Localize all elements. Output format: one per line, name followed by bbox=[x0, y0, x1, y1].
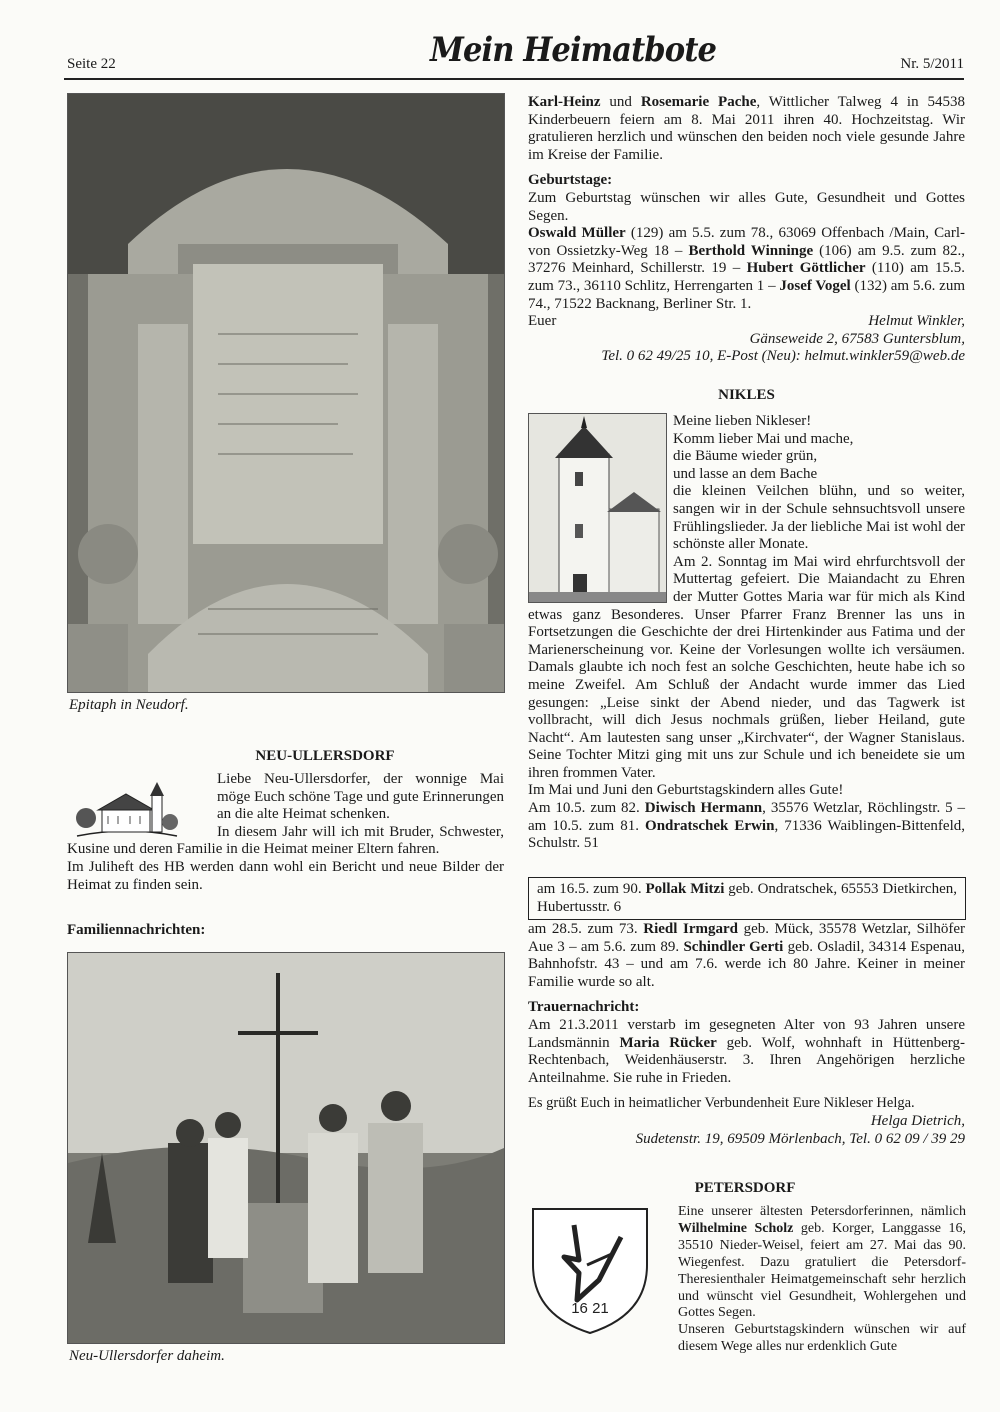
trauer-name: Maria Rücker bbox=[619, 1034, 717, 1051]
gruss-address: Sudetenstr. 19, 69509 Mörlenbach, Tel. 0 62 09 / 39 29 bbox=[635, 1130, 965, 1147]
issue-number: Nr. 5/2011 bbox=[900, 56, 964, 72]
petersdorf-pre: Eine unserer ältesten Petersdorferinnen, nämlich bbox=[678, 1204, 966, 1219]
poem-line-2: Komm lieber Mai und mache, bbox=[673, 430, 854, 447]
pache-and: und bbox=[609, 94, 632, 110]
right-column-bottom bbox=[528, 921, 965, 1148]
petersdorf-text bbox=[678, 1204, 966, 1356]
page-number: Seite 22 bbox=[67, 56, 116, 72]
nikles-birthday-rest-2: , 71336 Waiblingen-Bittenfeld, Schulstr. 51 bbox=[528, 817, 965, 852]
epitaph-illustration bbox=[68, 94, 504, 692]
nikles-birthdays bbox=[528, 800, 965, 853]
geburtstage-intro: Zum Geburtstag wünschen wir alles Gute, Gesundheit und Gottes Segen. bbox=[528, 189, 965, 224]
neu-paragraph-3: Im Juliheft des HB werden dann wohl ein Bericht und neue Bilder der Heimat zu finden sein. bbox=[67, 858, 504, 893]
birthday-name-3: Hubert Göttlicher bbox=[746, 260, 866, 277]
signature-name: Helmut Winkler, bbox=[868, 313, 965, 330]
signature-address: Gänseweide 2, 67583 Guntersblum, bbox=[749, 330, 965, 347]
petersdorf-name: Wilhelmine Scholz bbox=[678, 1220, 794, 1236]
neu-paragraph-1: Liebe Neu-Ullersdorfer, der wonnige Mai möge Euch schöne Tage und gute Erinnerungen an die alte Heimat schenken. bbox=[217, 771, 504, 823]
nikles-paragraph-3: Im Mai und Juni den Geburtstagskindern alles Gute! bbox=[528, 782, 844, 799]
signature-tel: Tel. 0 62 49/25 10, E-Post (Neu): helmut.winkler59@web.de bbox=[601, 348, 965, 365]
trauer-text bbox=[528, 1017, 965, 1087]
pache-name-1: Karl-Heinz bbox=[528, 94, 601, 110]
nikles-birthday-rest-1: , 35576 Wetzlar, Röchlingstr. 5 – am 10.5. zum 81. bbox=[528, 800, 966, 834]
neu-ullersdorf-title: NEU-ULLERSDORF bbox=[255, 748, 395, 764]
petersdorf-rest: geb. Korger, Langgasse 16, 35510 Nieder-Weisel, feiert am 27. Mai das 90. Wiegenfest. Dazu gratuliert die Petersdorf-Theresienthaler Heimatgemeinschaft sehr herzlich und wünscht viel Gesundheit, Wohlergehen und Gottes Segen. bbox=[678, 1220, 966, 1321]
birthday-name-riedl: Riedl Irmgard bbox=[643, 921, 738, 937]
geburtstage-title: Geburtstage: bbox=[528, 172, 613, 189]
right-column-top bbox=[528, 94, 965, 366]
neu-ullersdorf-text bbox=[67, 771, 504, 894]
boxed-birthday-pre: am 16.5. zum 90. bbox=[537, 881, 646, 897]
cross-illustration bbox=[68, 953, 504, 1343]
petersdorf-shield bbox=[529, 1205, 651, 1337]
nikles-birthday-text-1: Am 10.5. zum 82. bbox=[528, 800, 645, 817]
trauer-title: Trauernachricht: bbox=[528, 999, 640, 1016]
cross-caption: Neu-Ullersdorfer daheim. bbox=[69, 1348, 225, 1364]
birthday-text-4: (132) am 5.6. zum 74., 71522 Backnang, Berliner Str. 1. bbox=[528, 277, 965, 312]
pache-name-2: Rosemarie Pache bbox=[640, 94, 757, 110]
poem-line-1: Meine lieben Nikleser! bbox=[673, 413, 812, 429]
gruss-signature: Helga Dietrich, bbox=[870, 1112, 965, 1129]
nikles-paragraph-1: die kleinen Veilchen blühn, und so weiter, sangen wir in der Schule sehnsuchtsvoll unsere Frühlingslieder. Ja der liebliche Mai ist wohl der schönste aller Monate. bbox=[673, 483, 965, 553]
familien-title: Familiennachrichten: bbox=[67, 922, 206, 938]
more-birthdays bbox=[528, 921, 965, 991]
birthday-text-3: (110) am 15.5. zum 73., 36110 Schlitz, Herrengarten 1 – bbox=[528, 260, 965, 294]
birthday-pre-3: am 28.5. zum 73. bbox=[528, 921, 644, 937]
birthday-rest-4: geb. Osladil, 34314 Espenau, Bahnhofstr. 43 – und am 7.6. werde ich 80 Jahre. Keiner in meiner Familie wurde so alt. bbox=[528, 938, 965, 990]
epitaph-photo bbox=[67, 93, 505, 693]
nikles-title: NIKLES bbox=[718, 387, 775, 403]
nikles-birthday-name-2: Ondratschek Erwin bbox=[645, 817, 775, 834]
cross-photo bbox=[67, 952, 505, 1344]
birthday-name-4: Josef Vogel bbox=[779, 277, 851, 294]
poem-line-3: die Bäume wieder grün, bbox=[673, 448, 818, 465]
petersdorf-title: PETERSDORF bbox=[694, 1180, 796, 1196]
boxed-birthday-name: Pollak Mitzi bbox=[645, 881, 725, 897]
masthead-logo: Mein Heimatbote bbox=[430, 30, 717, 70]
petersdorf-paragraph-2: Unseren Geburtstagskindern wünschen wir auf diesem Wege alles nur erdenklich Gute bbox=[678, 1322, 966, 1355]
signature-line bbox=[528, 313, 965, 331]
euer-label: Euer bbox=[528, 313, 557, 330]
pache-paragraph bbox=[528, 94, 965, 164]
birthday-name-schindler: Schindler Gerti bbox=[683, 938, 784, 955]
birthday-name-2: Berthold Winninge bbox=[688, 242, 814, 259]
pache-text: , Wittlicher Talweg 4 in 54538 Kinderbeuern feiern am 8. Mai 2011 ihren 40. Hochzeitstag. Wir gratulieren herzlich und wünschen den beiden noch viele gesunde Jahre im Kreise der Familie. bbox=[528, 94, 965, 163]
neu-paragraph-2: In diesem Jahr will ich mit Bruder, Schwester, Kusine und deren Familie in die Heimat meiner Eltern fahren. bbox=[67, 823, 504, 858]
shield-year: 16 21 bbox=[571, 1300, 609, 1317]
birthday-text-1: (129) am 5.5. zum 78., 63069 Offenbach /Main, Carl-von Ossietzky-Weg 18 – bbox=[528, 225, 965, 259]
nikles-birthday-name-1: Diwisch Hermann bbox=[644, 800, 763, 817]
nikles-paragraph-2: Am 2. Sonntag im Mai wird ehrfurchtsvoll der Muttertag gefeiert. Die Maiandacht zu Ehren der Mutter Gottes Maria war für mich als Kind etwas ganz Besonderes. Unser Pfarrer Franz Brenner las uns in Fortsetzungen die Geschichte der drei Hirtenkinder aus Fatima und der Marienerscheinung vor. Keine der Vorlesungen wollte ich versäumen. Damals glaubte ich noch fest an solche Geschichten, heute habe ich so meine Zweifel. Am Schluß der Andacht wurde immer das Lied gesungen: „Leise sinkt der Abend nieder, und das Tagwerk ist vollbracht, will dich Jesus nochmals grüßen, lieber Heiland, gute Nacht“. Am lautesten sang unser „Kirchvater“, der Wagner Stanislaus. Seine Tochter Mitzi ging mit uns zur Schule und ich beneidete sie um ihren frommen Vater. bbox=[528, 553, 965, 781]
birthday-name-1: Oswald Müller bbox=[528, 225, 626, 242]
nikles-text bbox=[528, 413, 965, 853]
boxed-birthday-rest: geb. Ondratschek, 65553 Dietkirchen, Hubertusstr. 6 bbox=[537, 881, 957, 915]
gruss-line: Es grüßt Euch in heimatlicher Verbundenheit Eure Nikleser Helga. bbox=[528, 1095, 915, 1112]
boxed-birthday bbox=[528, 877, 966, 920]
trauer-rest: geb. Wolf, wohnhaft in Hüttenberg-Rechtenbach, Weidenhäuserstr. 3. Ihren Angehörigen herzliche Anteilnahme. Sie ruhe in Frieden. bbox=[528, 1034, 965, 1086]
petersdorf-paragraph-1 bbox=[678, 1204, 966, 1322]
trauer-pre: Am 21.3.2011 verstarb im gesegneten Alter von 93 Jahren unsere Landsmännin bbox=[528, 1016, 965, 1051]
header-rule bbox=[64, 78, 964, 80]
birthday-text-2: (106) am 9.5. zum 82., 37276 Meinhard, Schillerstr. 19 – bbox=[528, 242, 965, 277]
birthday-list bbox=[528, 225, 965, 313]
poem-line-4: und lasse an dem Bache bbox=[673, 465, 818, 482]
epitaph-caption: Epitaph in Neudorf. bbox=[69, 697, 189, 713]
birthday-rest-3: geb. Mück, 35578 Wetzlar, Silhöfer Aue 3 – am 5.6. zum 89. bbox=[528, 921, 965, 955]
